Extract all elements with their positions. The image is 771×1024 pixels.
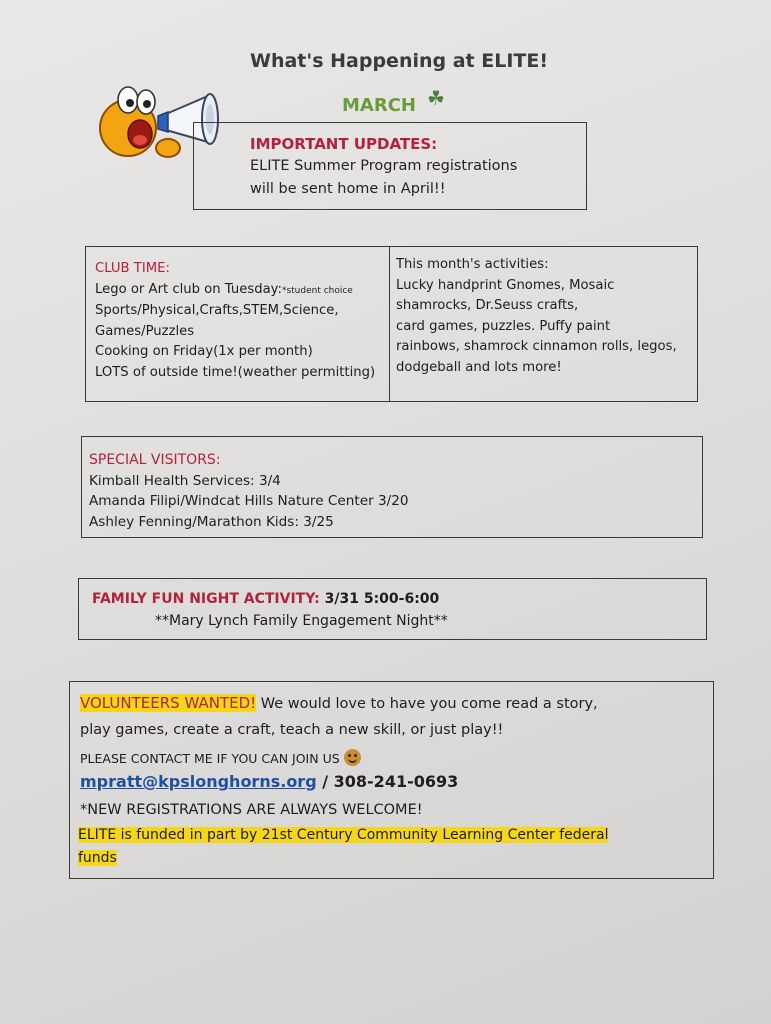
club-line-2: Sports/Physical,Crafts,STEM,Science, — [95, 303, 339, 318]
contact-text: PLEASE CONTACT ME IF YOU CAN JOIN US — [80, 751, 340, 766]
club-line-5: LOTS of outside time!(weather permitting) — [95, 364, 376, 380]
club-line-4: Cooking on Friday(1x per month) — [95, 344, 313, 359]
activities-line-2: shamrocks, Dr.Seuss crafts, — [396, 298, 579, 313]
club-time-box — [85, 246, 698, 402]
shamrock-icon: ☘ — [427, 86, 445, 110]
updates-heading: IMPORTANT UPDATES: — [250, 135, 438, 153]
family-fun-night-box — [78, 578, 707, 640]
club-time-heading: CLUB TIME: — [95, 261, 170, 276]
special-visitors-box — [81, 436, 703, 538]
funding-text-1: ELITE is funded in part by 21st Century Community Learning Center federal — [78, 827, 609, 843]
important-updates-box — [193, 122, 587, 210]
updates-line-2: will be sent home in April!! — [250, 181, 446, 197]
funding-text-2: funds — [78, 850, 117, 866]
registrations-line: *NEW REGISTRATIONS ARE ALWAYS WELCOME! — [80, 802, 423, 818]
student-choice-note: *student choice — [281, 285, 353, 296]
volunteers-heading: VOLUNTEERS WANTED! — [80, 694, 257, 712]
visitors-list — [89, 450, 409, 532]
volunteers-line-2: play games, create a craft, teach a new skill, or just play!! — [80, 722, 504, 738]
contact-line — [80, 749, 361, 766]
activities-line-3: card games, puzzles. Puffy paint — [396, 318, 611, 334]
visitor-1: Kimball Health Services: 3/4 — [89, 472, 281, 489]
activities-line-4: rainbows, shamrock cinnamon rolls, legos, — [396, 339, 677, 354]
fun-night-line — [92, 591, 439, 607]
club-line-1-text: Lego or Art club on Tuesday: — [95, 281, 282, 297]
email-link[interactable]: mpratt@kpslonghorns.org — [80, 772, 317, 791]
club-time-column — [95, 259, 375, 383]
visitor-3: Ashley Fenning/Marathon Kids: 3/25 — [89, 513, 334, 530]
visitors-heading: SPECIAL VISITORS: — [89, 452, 221, 468]
activities-line-5: dodgeball and lots more! — [396, 359, 562, 375]
phone-number: / 308-241-0693 — [316, 772, 459, 791]
visitor-2: Amanda Filipi/Windcat Hills Nature Center 3/20 — [89, 493, 409, 509]
fun-night-subtitle: **Mary Lynch Family Engagement Night** — [155, 613, 448, 629]
email-phone-line — [80, 772, 458, 791]
club-line-3: Games/Puzzles — [95, 323, 195, 339]
page-title: What's Happening at ELITE! — [250, 50, 548, 72]
volunteers-intro: We would love to have you come read a story, — [256, 696, 598, 712]
column-divider — [389, 247, 390, 401]
fun-night-heading: FAMILY FUN NIGHT ACTIVITY: — [92, 591, 320, 607]
month-label: MARCH — [342, 95, 416, 116]
volunteers-box — [69, 681, 714, 879]
activities-column — [396, 255, 677, 378]
volunteers-line-1 — [80, 694, 598, 712]
smiley-icon — [344, 749, 361, 766]
activities-heading: This month's activities: — [396, 257, 549, 272]
funding-line-2 — [78, 850, 117, 866]
activities-line-1: Lucky handprint Gnomes, Mosaic — [396, 277, 615, 293]
funding-line-1 — [78, 827, 608, 843]
club-line-1 — [95, 280, 375, 302]
fun-night-details: 3/31 5:00-6:00 — [319, 591, 440, 607]
updates-line-1: ELITE Summer Program registrations — [250, 158, 518, 174]
